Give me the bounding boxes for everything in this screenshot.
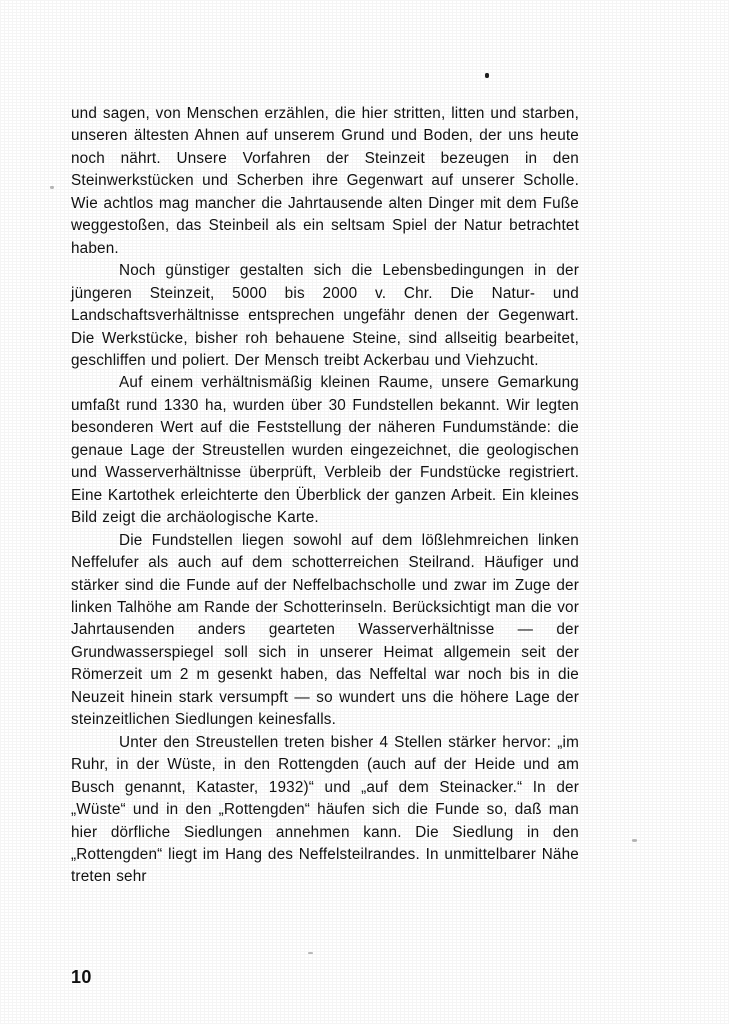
- speck-below-text: [308, 952, 313, 954]
- paragraph: Auf einem verhältnismäßig kleinen Raume, unsere Gemarkung umfaßt rund 1330 ha, wurden über 30 Fundstellen bekannt. Wir legten besonderen Wert auf die Feststellung der näheren Fundumstände: die genaue Lage der Streustellen wurden eingezeichnet, die geologischen und Wasserverhältnisse überprüft, Verbleib der Fundstücke registriert. Eine Kartothek erleichterte den Überblick der ganzen Arbeit. Ein kleines Bild zeigt die archäologische Karte.: [71, 374, 579, 527]
- body-text-block: [71, 103, 579, 889]
- page-number: 10: [71, 967, 92, 987]
- paragraph: und sagen, von Menschen erzählen, die hier stritten, litten und starben, unseren ältesten Ahnen auf unserem Grund und Boden, der uns heute noch nährt. Unsere Vorfahren der Steinzeit bezeugen in den Steinwerkstücken und Scherben ihre Gegenwart auf unserer Scholle. Wie achtlos mag mancher die Jahrtausende alten Dinger mit dem Fuße weggestoßen, das Steinbeil als ein seltsam Spiel der Natur betrachtet haben.: [71, 105, 579, 257]
- speck-right-margin: [632, 839, 637, 842]
- paragraph: Noch günstiger gestalten sich die Lebensbedingungen in der jüngeren Steinzeit, 5000 bis 2000 v. Chr. Die Natur- und Landschaftsverhältnisse entsprechen ungefähr denen der Gegenwart. Die Werkstücke, bisher roh behauene Steine, sind allseitig bearbeitet, geschliffen und poliert. Der Mensch treibt Ackerbau und Viehzucht.: [71, 262, 579, 369]
- paragraph: Unter den Streustellen treten bisher 4 Stellen stärker hervor: „im Ruhr, in der Wüste, in den Rottengden (auch auf der Heide und am Busch genannt, Kataster, 1932)“ und „auf dem Steinacker.“ In der „Wüste“ und in den „Rottengden“ häufen sich die Funde so, daß man hier dörfliche Siedlungen annehmen kann. Die Siedlung in den „Rottengden“ liegt im Hang des Neffelsteilrandes. In unmittelbarer Nähe treten sehr: [71, 733, 579, 886]
- paragraph: Die Fundstellen liegen sowohl auf dem lößlehmreichen linken Neffelufer als auch auf dem schotterreichen Steilrand. Häufiger und stärker sind die Funde auf der Neffelbachscholle und zwar im Zuge der linken Talhöhe am Rande der Schotterinseln. Berücksichtigt man die vor Jahrtausenden anders gearteten Wasserverhältnisse — der Grundwasserspiegel soll sich in unserer Heimat allgemein seit der Römerzeit um 2 m gesenkt haben, das Neffeltal war noch bis in die Neuzeit hinein stark versumpft — so wundert uns die höhere Lage der steinzeitlichen Siedlungen keinesfalls.: [71, 531, 579, 729]
- speck-top-center: [485, 73, 489, 78]
- speck-left-margin: [50, 186, 54, 189]
